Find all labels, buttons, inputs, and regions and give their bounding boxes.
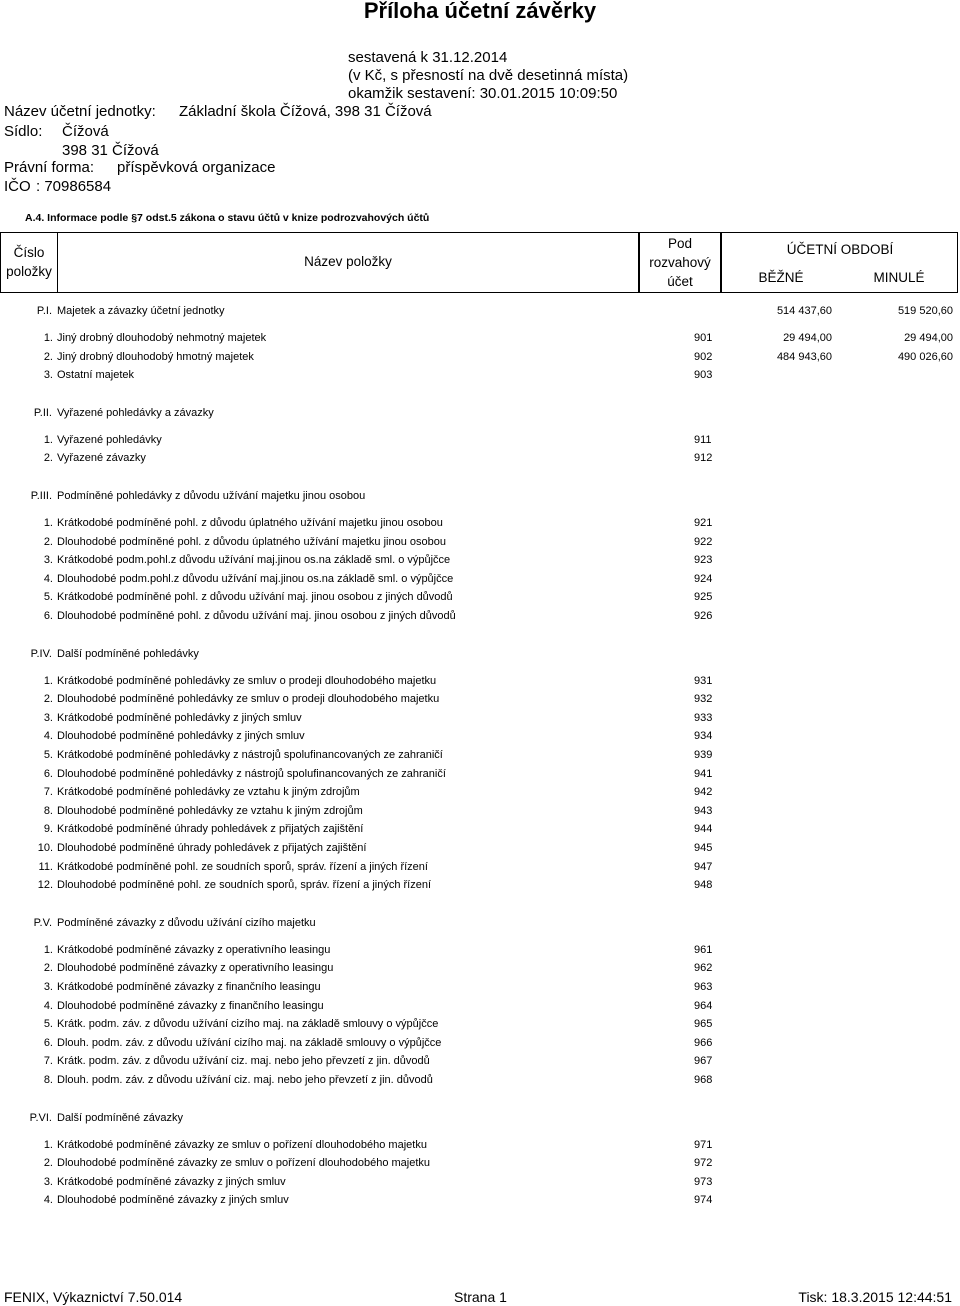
table-row — [0, 588, 960, 606]
item-number: 2. — [43, 1157, 53, 1170]
item-number: 5. — [43, 749, 53, 761]
table-row — [0, 839, 960, 857]
item-label: Dlouhodobé podmíněné pohl. ze soudních sporů, správ. řízení a jiných řízení — [57, 879, 432, 892]
entity-seat-line2: 398 31 Čížová — [62, 142, 159, 159]
table-row — [0, 746, 960, 764]
item-label: Krátkodobé podmíněné pohledávky ze vztahu k jiným zdrojům — [57, 786, 360, 799]
account-number: 968 — [694, 1074, 713, 1086]
previous-period-value: 29 494,00 — [904, 332, 953, 344]
table-row — [0, 1052, 960, 1070]
item-number: 1. — [43, 433, 53, 446]
table-row — [0, 1191, 960, 1209]
item-label: Vyřazené pohledávky — [57, 433, 162, 446]
item-number: 6. — [43, 610, 53, 622]
account-number: 972 — [694, 1157, 713, 1170]
legal-form-value: příspěvková organizace — [117, 159, 276, 176]
account-number: 962 — [694, 962, 713, 975]
item-label: Krátk. podm. záv. z důvodu užívání cizího maj. na základě smlouvy o výpůjčce — [57, 1018, 439, 1031]
current-period-value: 484 943,60 — [776, 350, 832, 363]
table-row — [0, 727, 960, 745]
item-label: Krátkodobé podmíněné pohl. z důvodu úplatného užívání majetku jinou osobou — [57, 517, 443, 529]
item-number: 6. — [43, 767, 53, 780]
account-number: 931 — [694, 674, 713, 687]
header-current-period: BĚŽNÉ — [758, 270, 804, 285]
footer-software: FENIX, Výkaznictví 7.50.014 — [4, 1289, 183, 1305]
header-previous-period: MINULÉ — [873, 270, 925, 285]
item-label: Krátkodobé podmíněné pohledávky z jiných smluv — [57, 711, 302, 724]
account-number: 911 — [694, 433, 712, 446]
item-number: 6. — [43, 1036, 53, 1049]
account-number: 964 — [694, 999, 713, 1012]
account-number: 925 — [694, 591, 713, 604]
item-label: Krátkodobé podmíněné závazky z jiných smluv — [57, 1175, 286, 1188]
item-label: Jiný drobný dlouhodobý nehmotný majetek — [57, 332, 267, 344]
group-code: P.VI. — [29, 1111, 52, 1124]
current-period-value: 514 437,60 — [776, 305, 832, 317]
table-row — [0, 329, 960, 347]
item-label: Dlouhodobé podmíněné úhrady pohledávek z přijatých zajištění — [57, 842, 367, 854]
account-number: 966 — [694, 1036, 713, 1049]
account-number: 944 — [694, 823, 713, 836]
item-label: Dlouhodobé podmíněné závazky ze smluv o pořízení dlouhodobého majetku — [57, 1157, 431, 1170]
item-label: Dlouh. podm. záv. z důvodu užívání cizího maj. na základě smlouvy o výpůjčce — [57, 1036, 442, 1049]
account-number: 945 — [694, 842, 713, 854]
item-number: 7. — [43, 1055, 53, 1068]
item-label: Krátkodobé podmíněné závazky ze smluv o pořízení dlouhodobého majetku — [57, 1138, 427, 1151]
table-row — [0, 765, 960, 783]
group-label: Majetek a závazky účetní jednotky — [57, 305, 225, 317]
account-number: 971 — [694, 1138, 713, 1151]
table-row — [0, 802, 960, 820]
account-number: 932 — [694, 693, 713, 706]
item-number: 2. — [43, 535, 53, 548]
account-number: 926 — [694, 610, 713, 622]
table-row — [0, 690, 960, 708]
item-label: Krátkodobé podmíněné závazky z operativního leasingu — [57, 943, 331, 956]
item-label: Krátk. podm. záv. z důvodu užívání ciz. maj. nebo jeho převzetí z jin. důvodů — [57, 1055, 430, 1068]
group-label: Podmíněné závazky z důvodu užívání cizího majetku — [57, 916, 316, 929]
header-item-number: Číslo položky — [6, 245, 52, 279]
item-label: Krátkodobé podmíněné závazky z finančního leasingu — [57, 981, 321, 993]
account-number: 902 — [694, 350, 713, 363]
item-number: 3. — [43, 554, 53, 567]
item-label: Dlouhodobé podmíněné pohledávky z nástrojů spolufinancovaných ze zahraničí — [57, 767, 446, 780]
previous-period-value: 490 026,60 — [897, 350, 953, 363]
item-number: 11. — [38, 860, 53, 873]
item-label: Dlouhodobé podmíněné závazky z jiných smluv — [57, 1194, 289, 1207]
item-label: Krátkodobé podmíněné pohledávky z nástrojů spolufinancovaných ze zahraničí — [57, 749, 443, 761]
table-row — [0, 570, 960, 588]
ico-label: IČO — [4, 178, 31, 195]
item-number: 4. — [43, 572, 53, 585]
item-number: 8. — [43, 804, 53, 817]
account-number: 923 — [694, 554, 713, 567]
table-row — [0, 858, 960, 876]
account-number: 934 — [694, 730, 713, 743]
compiled-date: sestavená k 31.12.2014 — [348, 49, 508, 66]
item-number: 3. — [43, 1175, 53, 1188]
group-row — [0, 404, 960, 422]
group-label: Další podmíněné závazky — [57, 1111, 183, 1124]
table-row — [0, 709, 960, 727]
account-number: 903 — [694, 369, 713, 382]
section-heading: A.4. Informace podle §7 odst.5 zákona o stavu účtů v knize podrozvahových účtů — [25, 212, 430, 224]
account-number: 974 — [694, 1194, 713, 1207]
account-number: 965 — [694, 1018, 713, 1031]
account-number: 922 — [694, 535, 713, 548]
table-row — [0, 449, 960, 467]
group-label: Podmíněné pohledávky z důvodu užívání majetku jinou osobou — [57, 490, 366, 502]
item-label: Dlouhodobé podmíněné závazky z finančního leasingu — [57, 999, 324, 1012]
compiled-timestamp: okamžik sestavení: 30.01.2015 10:09:50 — [348, 85, 618, 102]
item-label: Krátkodobé podmíněné pohl. z důvodu užívání maj. jinou osobou z jiných důvodů — [57, 591, 453, 604]
item-number: 1. — [43, 1138, 53, 1151]
item-number: 12. — [37, 879, 53, 892]
group-code: P.III. — [30, 490, 52, 502]
item-label: Krátkodobé podmíněné pohledávky ze smluv o prodeji dlouhodobého majetku — [57, 674, 437, 687]
entity-name-label: Název účetní jednotky: — [4, 103, 156, 120]
table-row — [0, 366, 960, 384]
item-number: 10. — [37, 842, 53, 854]
entity-seat-label: Sídlo: — [4, 123, 43, 140]
item-label: Dlouhodobé podmíněné pohledávky z jiných smluv — [57, 730, 305, 743]
table-row — [0, 348, 960, 366]
item-label: Dlouh. podm. záv. z důvodu užívání ciz. maj. nebo jeho převzetí z jin. důvodů — [57, 1074, 433, 1086]
entity-seat-line1: Čížová — [62, 123, 109, 140]
account-number: 967 — [694, 1055, 713, 1068]
item-number: 5. — [43, 591, 53, 604]
item-number: 1. — [43, 332, 53, 344]
item-label: Dlouhodobé podmíněné pohledávky ze smluv o prodeji dlouhodobého majetku — [57, 693, 440, 706]
item-label: Dlouhodobé podmíněné pohl. z důvodu užívání maj. jinou osobou z jiných důvodů — [57, 610, 456, 622]
legal-form-label: Právní forma: — [4, 159, 95, 176]
currency-note: (v Kč, s přesností na dvě desetinná místa) — [348, 67, 629, 84]
table-row — [0, 820, 960, 838]
group-row — [0, 914, 960, 932]
table-row — [0, 959, 960, 977]
account-number: 948 — [694, 879, 713, 892]
item-number: 5. — [43, 1018, 53, 1031]
item-label: Vyřazené závazky — [57, 452, 146, 465]
table-row — [0, 607, 960, 625]
item-label: Krátkodobé podmíněné pohl. ze soudních sporů, správ. řízení a jiných řízení — [57, 860, 428, 873]
group-code: P.V. — [33, 916, 52, 929]
header-accounting-period: ÚČETNÍ OBDOBÍ — [786, 242, 894, 257]
table-row — [0, 514, 960, 532]
table-row — [0, 1015, 960, 1033]
item-number: 7. — [43, 786, 53, 799]
item-number: 9. — [43, 823, 53, 836]
page-title: Příloha účetní závěrky — [363, 0, 597, 23]
item-label: Dlouhodobé podmíněné pohledávky ze vztahu k jiným zdrojům — [57, 804, 363, 817]
table-row — [0, 783, 960, 801]
account-number: 901 — [694, 332, 713, 344]
account-number: 939 — [694, 749, 713, 761]
table-row — [0, 941, 960, 959]
item-number: 1. — [43, 943, 53, 956]
table-row — [0, 876, 960, 894]
item-number: 4. — [43, 1194, 53, 1207]
group-row — [0, 1109, 960, 1127]
account-number: 933 — [694, 711, 713, 724]
table-header — [0, 232, 958, 293]
account-number: 942 — [694, 786, 713, 799]
group-row — [0, 487, 960, 505]
account-number: 947 — [694, 860, 713, 873]
table-row — [0, 1136, 960, 1154]
item-label: Ostatní majetek — [57, 369, 135, 382]
table-row — [0, 997, 960, 1015]
item-label: Krátkodobé podmíněné úhrady pohledávek z přijatých zajištění — [57, 823, 364, 836]
table-row — [0, 978, 960, 996]
account-number: 921 — [694, 517, 713, 529]
group-label: Vyřazené pohledávky a závazky — [57, 406, 214, 419]
current-period-value: 29 494,00 — [783, 332, 832, 344]
table-row — [0, 533, 960, 551]
item-number: 3. — [43, 711, 53, 724]
item-label: Krátkodobé podm.pohl.z důvodu užívání maj.jinou os.na základě sml. o výpůjčce — [57, 554, 451, 567]
group-code: P.I. — [36, 305, 52, 317]
account-number: 941 — [694, 767, 713, 780]
item-number: 1. — [43, 517, 53, 529]
group-row — [0, 302, 960, 320]
account-number: 973 — [694, 1175, 713, 1188]
item-number: 2. — [43, 962, 53, 975]
item-number: 3. — [43, 981, 53, 993]
footer-page-number: Strana 1 — [454, 1289, 507, 1305]
table-row — [0, 1173, 960, 1191]
account-number: 963 — [694, 981, 713, 993]
item-number: 2. — [43, 350, 53, 363]
header-item-name: Název položky — [304, 254, 392, 269]
item-label: Dlouhodobé podmíněné závazky z operativního leasingu — [57, 962, 334, 975]
item-number: 8. — [43, 1074, 53, 1086]
item-label: Dlouhodobé podmíněné pohl. z důvodu úplatného užívání majetku jinou osobou — [57, 535, 446, 548]
item-number: 3. — [43, 369, 53, 382]
table-row — [0, 551, 960, 569]
table-row — [0, 1034, 960, 1052]
table-row — [0, 672, 960, 690]
account-number: 924 — [694, 572, 713, 585]
group-row — [0, 645, 960, 663]
item-number: 1. — [43, 674, 53, 687]
item-number: 2. — [43, 452, 53, 465]
table-row — [0, 431, 960, 449]
item-number: 2. — [43, 693, 53, 706]
group-code: P.II. — [33, 406, 52, 419]
footer-print-timestamp: Tisk: 18.3.2015 12:44:51 — [798, 1289, 952, 1305]
item-label: Jiný drobný dlouhodobý hmotný majetek — [57, 350, 254, 363]
item-label: Dlouhodobé podm.pohl.z důvodu užívání maj.jinou os.na základě sml. o výpůjčce — [57, 572, 454, 585]
group-code: P.IV. — [30, 647, 52, 660]
item-number: 4. — [43, 730, 53, 743]
previous-period-value: 519 520,60 — [897, 305, 953, 317]
account-number: 943 — [694, 804, 713, 817]
ico-value: : 70986584 — [36, 178, 112, 195]
group-label: Další podmíněné pohledávky — [57, 647, 199, 660]
entity-name-value: Základní škola Čížová, 398 31 Čížová — [179, 103, 432, 120]
item-number: 4. — [43, 999, 53, 1012]
table-row — [0, 1154, 960, 1172]
account-number: 912 — [694, 452, 713, 465]
header-offbalance-account: Pod rozvahový účet — [649, 236, 711, 289]
account-number: 961 — [694, 943, 713, 956]
table-row — [0, 1071, 960, 1089]
